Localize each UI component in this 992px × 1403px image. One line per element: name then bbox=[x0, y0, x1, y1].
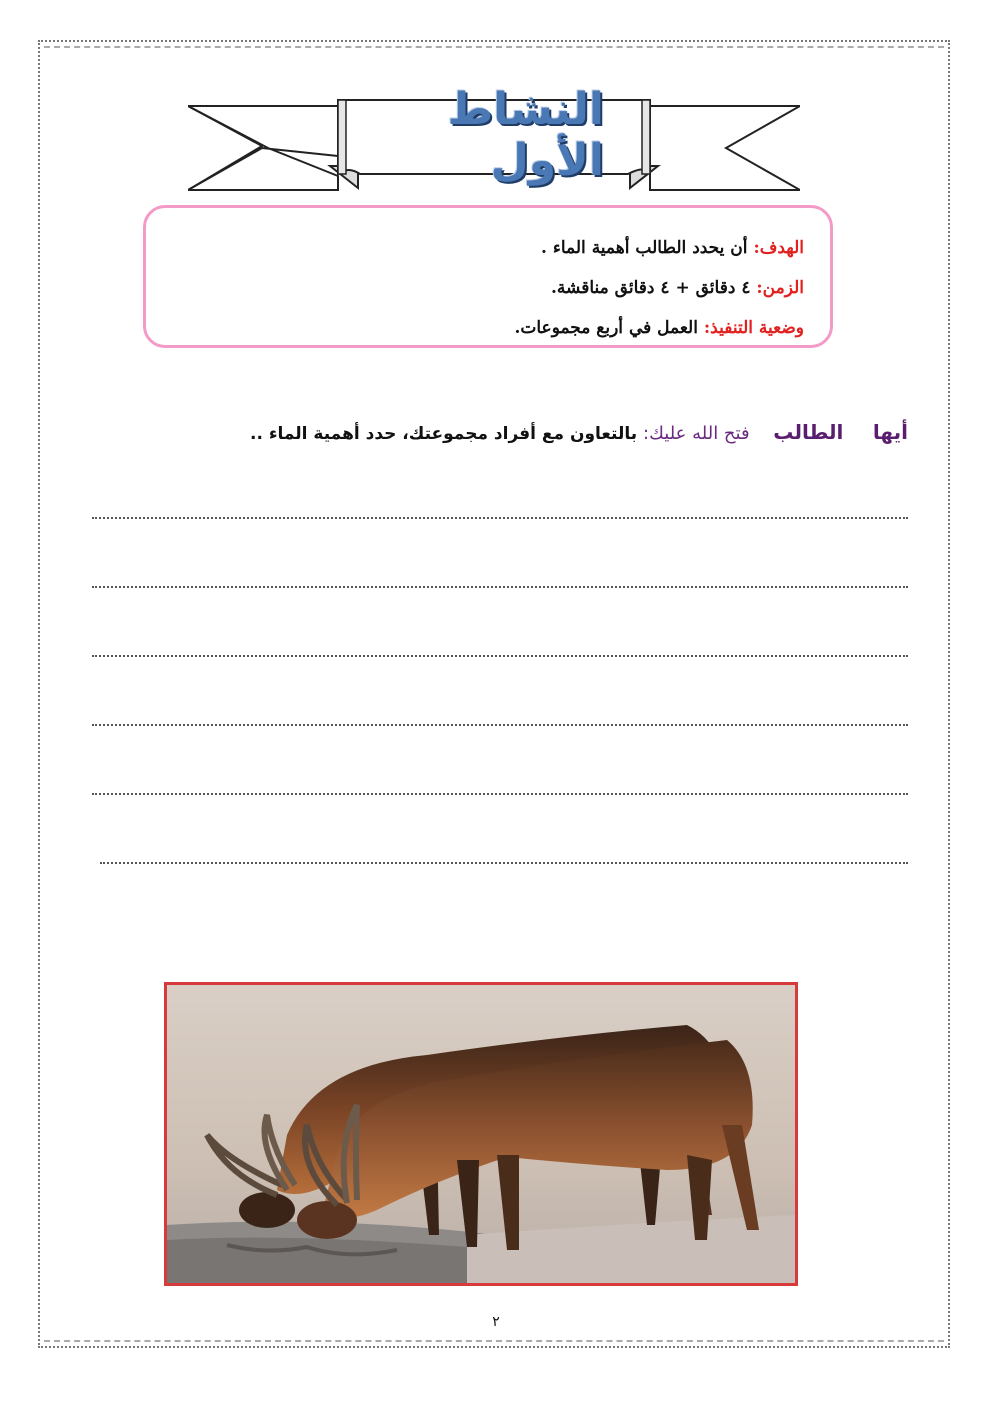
answer-line[interactable] bbox=[92, 519, 908, 588]
answer-line[interactable] bbox=[100, 795, 908, 864]
prompt-part-4: بالتعاون مع أفراد مجموعتك، حدد أهمية الماء .. bbox=[249, 424, 638, 444]
goal-text: أن يحدد الطالب أهمية الماء . bbox=[541, 238, 754, 258]
answer-line[interactable] bbox=[92, 726, 908, 795]
prompt-part-1: أيها bbox=[872, 420, 908, 444]
antelopes-illustration bbox=[167, 985, 795, 1283]
antelopes-drinking-photo bbox=[164, 982, 798, 1286]
time-label: الزمن: bbox=[756, 278, 804, 298]
answer-line[interactable] bbox=[92, 505, 908, 519]
time-text: ٤ دقائق + ٤ دقائق مناقشة. bbox=[551, 278, 757, 298]
goal-label: الهدف: bbox=[753, 238, 804, 258]
answer-line[interactable] bbox=[92, 657, 908, 726]
prompt-part-3: فتح الله عليك: bbox=[643, 423, 750, 444]
prompt-part-2: الطالب bbox=[773, 420, 844, 444]
activity-title: النشاط الأول bbox=[447, 84, 604, 186]
page-number: ٢ bbox=[492, 1314, 500, 1330]
mode-line bbox=[146, 308, 804, 348]
objectives-box bbox=[143, 205, 833, 348]
time-line bbox=[146, 268, 804, 308]
goal-line bbox=[146, 228, 804, 268]
task-prompt bbox=[250, 420, 908, 444]
answer-lines bbox=[92, 505, 908, 864]
mode-text: العمل في أربع مجموعات. bbox=[514, 318, 704, 338]
answer-line[interactable] bbox=[92, 588, 908, 657]
mode-label: وضعية التنفيذ: bbox=[703, 318, 804, 338]
